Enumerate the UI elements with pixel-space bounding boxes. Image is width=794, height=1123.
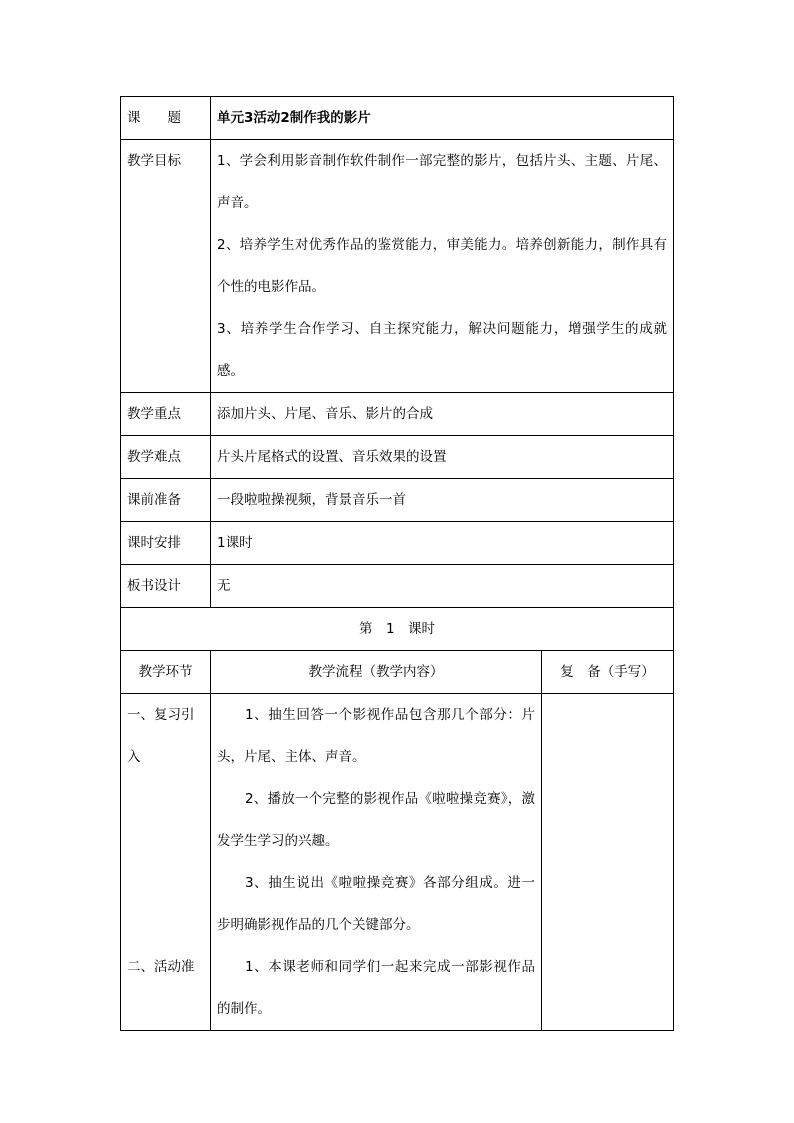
process-step: 1、抽生回答一个影视作品包含那几个部分：片头，片尾、主体、声音。: [217, 707, 535, 765]
process-step: 2、播放一个完整的影视作品《啦啦操竞赛》，激发学生学习的兴趣。: [217, 791, 535, 849]
stage-cell: [121, 694, 211, 1031]
schedule-value: 1课时: [211, 522, 674, 565]
process-row: [121, 694, 674, 1031]
notes-cell: [542, 694, 674, 1031]
session-title: 第 1 课时: [121, 608, 674, 651]
schedule-label: 课时安排: [121, 522, 211, 565]
key-points-label: 教学重点: [121, 393, 211, 436]
topic-value: 单元3活动2制作我的影片: [211, 97, 674, 140]
process-step: 3、抽生说出《啦啦操竞赛》各部分组成。进一步明确影视作品的几个关键部分。: [217, 875, 535, 933]
difficulties-label: 教学难点: [121, 436, 211, 479]
key-points-value: 添加片头、片尾、音乐、影片的合成: [211, 393, 674, 436]
difficulties-value: 片头片尾格式的设置、音乐效果的设置: [211, 436, 674, 479]
key-points-row: [121, 393, 674, 436]
objective-item: 2、培养学生对优秀作品的鉴赏能力，审美能力。培养创新能力，制作具有个性的电影作品。: [217, 237, 668, 295]
stage-label: 一、复习引入: [127, 707, 195, 765]
session-row: [121, 608, 674, 651]
topic-label: 课 题: [121, 97, 211, 140]
process-content: [211, 694, 542, 1031]
preparation-row: [121, 479, 674, 522]
stage-label: 二、活动准: [127, 959, 195, 975]
schedule-row: [121, 522, 674, 565]
preparation-value: 一段啦啦操视频，背景音乐一首: [211, 479, 674, 522]
topic-row: [121, 97, 674, 140]
blackboard-label: 板书设计: [121, 565, 211, 608]
process-column-header: 教学流程（教学内容）: [211, 651, 542, 694]
notes-column-header: 复 备（手写）: [542, 651, 674, 694]
lesson-plan-table: [120, 96, 674, 1031]
column-header-row: [121, 651, 674, 694]
objectives-label: 教学目标: [121, 140, 211, 393]
objectives-row: [121, 140, 674, 393]
process-step: 1、本课老师和同学们一起来完成一部影视作品的制作。: [217, 959, 535, 1017]
objectives-content: [211, 140, 674, 393]
stage-column-header: 教学环节: [121, 651, 211, 694]
blackboard-row: [121, 565, 674, 608]
difficulties-row: [121, 436, 674, 479]
objective-item: 3、培养学生合作学习、自主探究能力，解决问题能力，增强学生的成就感。: [217, 321, 668, 379]
objective-item: 1、学会利用影音制作软件制作一部完整的影片，包括片头、主题、片尾、声音。: [217, 153, 668, 211]
blackboard-value: 无: [211, 565, 674, 608]
preparation-label: 课前准备: [121, 479, 211, 522]
